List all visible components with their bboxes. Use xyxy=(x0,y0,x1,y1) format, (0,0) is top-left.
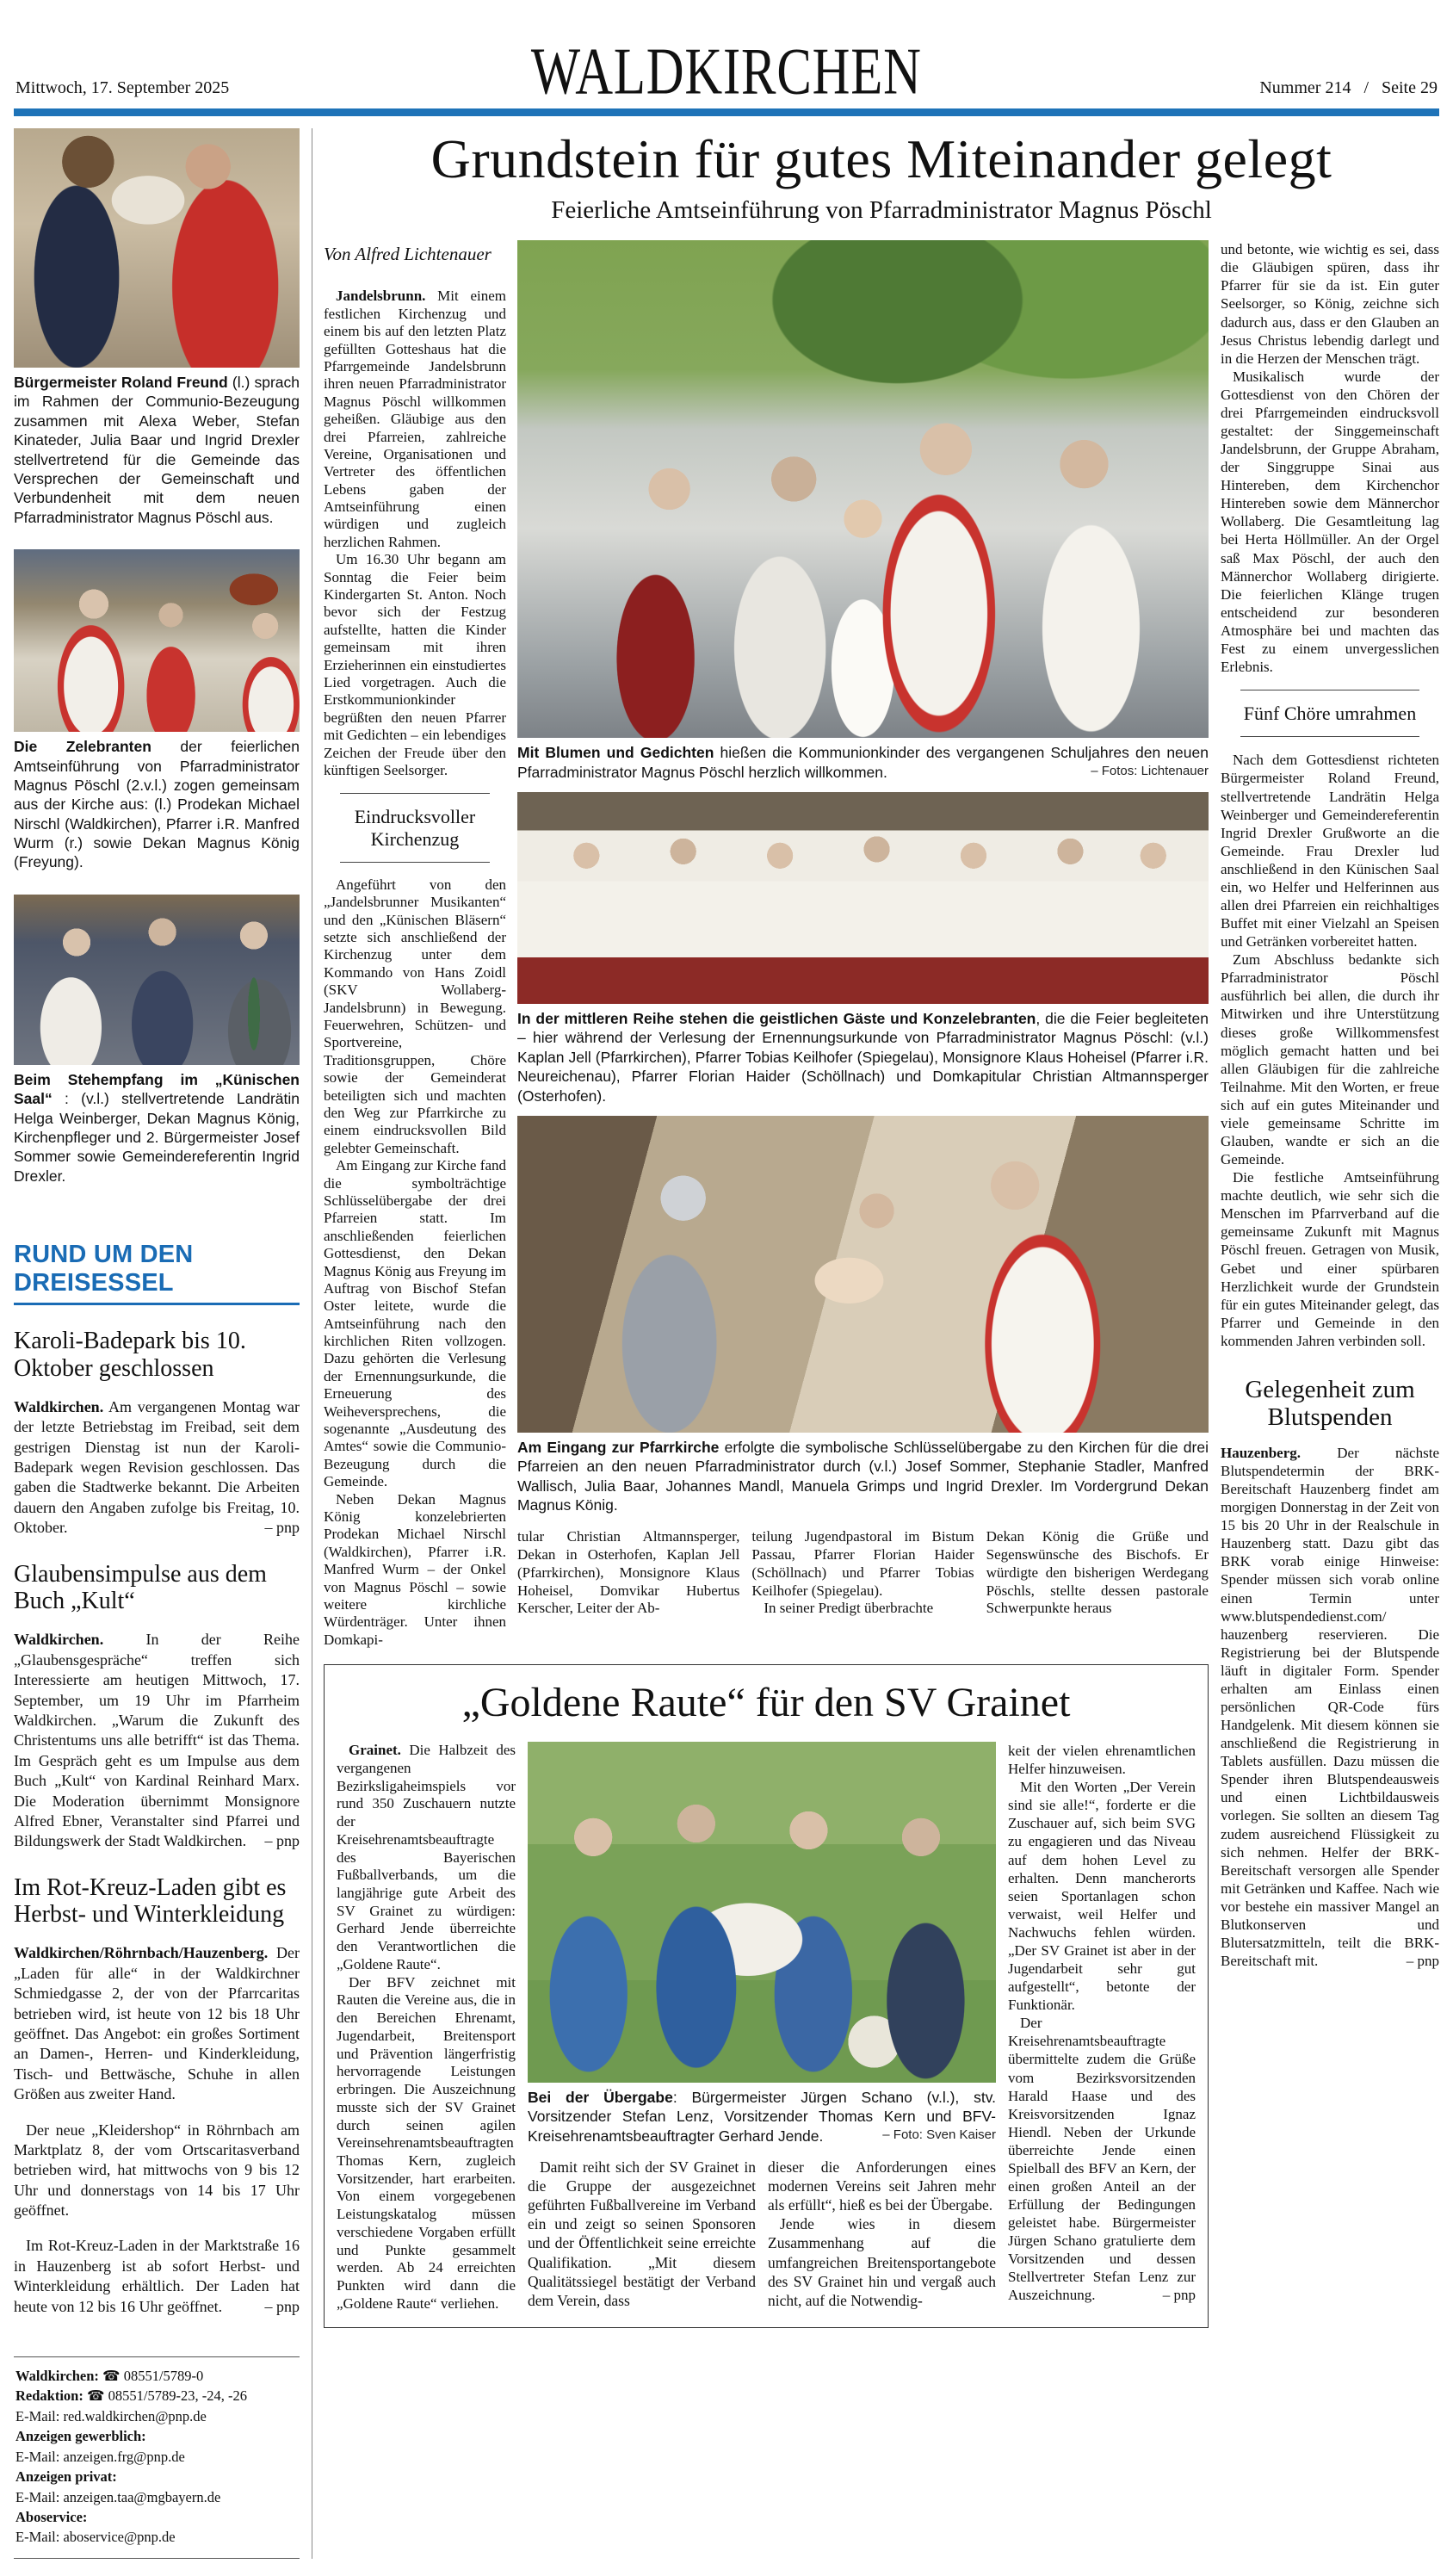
grainet-paragraph xyxy=(1008,2014,1196,2304)
caption-text: (l.) sprach im Rahmen der Communio-Bezeugung zusammen mit Alexa Weber, Stefan Kinateder, Julia Baar und Ingrid Drexler stellvertretend für die Gemeinde das Versprechen der Gemeinschaft und Verbundenheit mit dem neuen Pfarradministrator Magnus Pöschl aus. xyxy=(14,374,300,526)
photo-schluesseluebergabe xyxy=(517,1116,1209,1433)
caption-text: : (v.l.) stellvertretende Landrätin Helga Weinberger, Dekan Magnus König, Kirchenpfleger und 2. Bürgermeister Josef Sommer sowie Gemeindereferentin Ingrid Drexler. xyxy=(14,1090,300,1185)
news3-signature: – pnp xyxy=(264,2297,300,2315)
grainet-paragraph xyxy=(528,2158,756,2309)
grainet-signature: – pnp xyxy=(1162,2287,1196,2304)
paragraph-text: Jende wies in diesem Zusammenhang auf die umfangreichen Breitensportangebote des SV Grainet hin und vergaß auch nicht, auf die Notwendig- xyxy=(768,2215,996,2309)
caption-lead: Die Zelebranten xyxy=(14,738,151,756)
caption-lead: Bürgermeister Roland Freund xyxy=(14,374,228,391)
right-column xyxy=(1221,240,1439,2327)
dateline: Grainet. xyxy=(349,1742,401,1759)
photo-credit: – Fotos: Lichtenauer xyxy=(1091,763,1209,778)
news1-body xyxy=(14,1397,300,1539)
grainet-headline: „Goldene Raute“ für den SV Grainet xyxy=(461,1680,1071,1726)
news2-location: Waldkirchen. xyxy=(14,1631,104,1649)
photo-credit: – Foto: Sven Kaiser xyxy=(882,2127,996,2142)
contact-line xyxy=(15,2487,298,2507)
article-byline: Von Alfred Lichtenauer xyxy=(324,244,492,265)
continuation-columns xyxy=(517,1528,1209,1618)
contact-line xyxy=(15,2386,298,2406)
dateline: Jandelsbrunn. xyxy=(336,288,426,305)
article-paragraph: Angeführt von den „Jandelsbrunner Musikanten“ und den „Künischen Bläsern“ setzte sich anschließend der Kirchenzug unter dem Kommando von Hans Zoidl (SKV Wollaberg-Jandelsbrunn) in Bewegung. Feuerwehren, Schützen- und Sportvereine, Traditionsgruppen, Chöre sowie der Gemeinderat beteiligten sich und machten den Weg zur Pfarrkirche zu einem eindrucksvollen Bild gelebter Gemeinschaft. xyxy=(324,876,506,1156)
contact-email: E-Mail: anzeigen.frg@pnp.de xyxy=(15,2448,185,2465)
article-paragraph: Um 16.30 Uhr begann am Sonntag die Feier beim Kindergarten St. Anton. Noch bevor sich der Festzug aufstellte, hatten die Kinder gemeinsam mit ihren Erzieherinnen ein einstudiertes Lied vorgetragen. Auch die Erstkommunionkinder begrüßten den neuen Pfarrer mit Gedichten – ein lebendiges Zeichen der Freude über den künftigen Seelsorger. xyxy=(324,551,506,778)
news2-signature: – pnp xyxy=(264,1832,300,1850)
story-row xyxy=(324,240,1209,1649)
contact-label: Waldkirchen: xyxy=(15,2368,103,2385)
news3-body-p3 xyxy=(14,2236,300,2317)
news1-signature: – pnp xyxy=(264,1519,300,1537)
rail-photo-block-2 xyxy=(14,549,300,872)
rail-caption-3 xyxy=(14,1070,300,1186)
main-left xyxy=(324,240,1209,2327)
contact-label: Redaktion: xyxy=(15,2387,87,2405)
news3-title: Im Rot-Kreuz-Laden gibt es Herbst- und Winterkleidung xyxy=(14,1873,287,1929)
caption-text: erfolgte die symbolische Schlüsselübergabe zu den Kirchen für die drei Pfarreien an den neuen Pfarradministrator durch (v.l.) Josef Sommer, Stephanie Stadler, Manfred Wallisch, Julia Baar, Johannes Mandl, Manuela Grimps und Ingrid Drexler. Im Vordergrund Dekan Magnus König. xyxy=(517,1438,1209,1514)
photo-konzelebranten xyxy=(517,792,1209,1004)
main-area xyxy=(312,128,1439,2559)
paragraph-text: Mit den Worten „Der Verein sind sie alle!“, forderte er die Zuschauer auf, sich beim SVG zu engagieren und das Niveau auf dem hohen Level zu erhalten. Denn mancherorts seien Sportanlagen schon verwaist, weil Helfer und Nachwuchs fehlen würden. „Der SV Grainet ist aber in der Jugendarbeit sehr gut aufgestellt“, betonte der Funktionär. xyxy=(1008,1779,1196,2014)
news1-title: Karoli-Badepark bis 10. Oktober geschlossen xyxy=(14,1328,246,1382)
news3-text-1: Der „Laden für alle“ in der Waldkirchner Schmiedgasse 2, der von der Pfarrcaritas betrieben wird, ist heute von 12 bis 18 Uhr geöffnet. Das Angebot: ein großes Sortiment an Damen-, Herren- und Kinderkleidung, Tisch- und Bettwäsche, Schuhe in allen Größen aus zweiter Hand. xyxy=(14,1944,300,2103)
rail-photo-block-1 xyxy=(14,128,300,527)
continuation-column-b xyxy=(751,1528,974,1618)
paragraph-text: Musikalisch wurde der Gottesdienst von den Chören der drei Pfarrgemeinden eindrucksvoll gestaltet: der Singgemeinschaft Jandelsbrunn, der Gruppe Abraham, der Singgruppe Sinai aus Hintereben, dem Kirchenchor Hintereben sowie dem Männerchor Wollaberg. Die Gesamtleitung lag bei Herta Höllmüller. An der Orgel saß Max Pöschl, der auch den Männerchor Wollaberg dirigierte. Die feierlichen Klänge trugen entscheidend zur besonderen Atmosphäre bei und machten das Fest zu einem unvergesslichen Erlebnis. xyxy=(1221,368,1439,675)
caption-block-1 xyxy=(517,743,1209,782)
paragraph-text: Der nächste Blutspendetermin der BRK-Bereitschaft Hauzenberg findet am morgigen Donnerstag in der Zeit von 15 bis 20 Uhr in der Realschule in Hauzenberg statt. Dazu gibt das BRK vorab einige Hinweise: Spender müssen sich vorab online einen Termin unter www.blutspendedienst.com/ hauzenberg reservieren. Die Registrierung bei der Blutspende läuft in digitaler Form. Spender erhalten am Einlass einen persönlichen QR-Code fürs Handgelenk. Mit diesem können sie anschließend die Registrierung in Tablets ausfüllen. Dazu müssen die Spender ihren Blutspendeausweis und einen Lichtbildausweis vorlegen. Sie sollten an diesem Tag zudem ausreichend Flüssigkeit zu sich nehmen. Helfer der BRK-Bereitschaft versorgen alle Spender mit Getränken und Kaffee. Nach wie vor bestehe ein massiver Mangel an Blutkonserven und Blutersatzmitteln, teilt die BRK-Bereitschaft mit. xyxy=(1221,1444,1439,1970)
news3-body-p1 xyxy=(14,1943,300,2104)
grainet-paragraph xyxy=(337,1742,516,1974)
continuation-column-a xyxy=(517,1528,739,1618)
rail-photo-block-3 xyxy=(14,895,300,1186)
contact-line xyxy=(15,2447,298,2467)
news2-body xyxy=(14,1630,300,1851)
contact-box xyxy=(14,2356,300,2559)
grainet-caption xyxy=(528,2088,996,2146)
news3-text-3: Im Rot-Kreuz-Laden in der Marktstraße 16 in Hauzenberg ist ab sofort Herbst- und Winterkleidung erhältlich. Der Laden hat heute von 12 bis 16 Uhr geöffnet. xyxy=(14,2237,300,2315)
photo-stehempfang xyxy=(14,895,300,1065)
blutspenden-body xyxy=(1221,1444,1439,1970)
paragraph-text: In seiner Predigt überbrachte xyxy=(764,1600,934,1617)
paragraph-text: dieser die Anforderungen eines modernen Vereins seit Jahren mehr als erfüllt“, hieß es bei der Übergabe. xyxy=(768,2158,996,2214)
main-caption-2 xyxy=(517,1009,1209,1105)
article-column-1 xyxy=(324,240,506,1649)
contact-label: Anzeigen privat: xyxy=(15,2468,117,2486)
caption-lead: In der mittleren Reihe stehen die geistlichen Gäste und Konzelebranten xyxy=(517,1009,1036,1027)
paragraph-text: Die Halbzeit des vergangenen Bezirksligaheimspiels vor rund 350 Zuschauern nutzte der Kreisehrenamtsbeauftragte des Bayerischen Fußballverbands, um die langjährige gute Arbeit des SV Grainet zu würdigen: Gerhard Jende überreichte den Verantwortlichen die „Goldene Raute“. xyxy=(337,1742,516,1972)
caption-text: , die die Feier begleiteten – hier während der Verlesung der Ernennungsurkunde von Pfarradministrator Magnus Pöschl: (v.l.) Kaplan Jell (Pfarrkirchen), Pfarrer Tobias Keilhofer (Spiegelau), Monsignore Klaus Hoheisel (Pfarrer i.R. Neureichenau), Pfarrer Florian Haider (Schöllnach) und Domkapitular Christian Altmannsperger (Osterhofen). xyxy=(517,1009,1209,1105)
grainet-sub-column-b xyxy=(768,2158,996,2309)
contact-label: Aboservice: xyxy=(15,2508,88,2525)
contact-line xyxy=(15,2366,298,2386)
caption-text: der feierlichen Amtseinführung von Pfarradministrator Magnus Pöschl (2.v.l.) zogen gemeinsam aus der Kirche aus: (l.) Prodekan Michael Nirschl (Waldkirchen), Pfarrer i.R. Manfred Wurm (r.) sowie Dekan Magnus König (Freyung). xyxy=(14,738,300,871)
caption-block-3 xyxy=(517,1438,1209,1515)
crosshead-kirchenzug: Eindrucksvoller Kirchenzug xyxy=(340,793,490,863)
page-content xyxy=(14,128,1439,2559)
photo-goldene-raute-uebergabe xyxy=(528,1742,996,2083)
grainet-sub-columns xyxy=(528,2158,996,2309)
paragraph-text: Damit reiht sich der SV Grainet in die Gruppe der ausgezeichnet geführten Fußballvereine im Verband ein und zeigt so seinen Sponsoren und der Öffentlichkeit seine erreichte Qualifikation. „Mit diesem Qualitätssiegel bestätigt der Verband dem Verein, dass xyxy=(528,2158,756,2309)
caption-lead: Am Eingang zur Pfarrkirche xyxy=(517,1438,720,1456)
contact-email: E-Mail: red.waldkirchen@pnp.de xyxy=(15,2407,207,2424)
contact-email: E-Mail: aboservice@pnp.de xyxy=(15,2529,176,2546)
contact-email: E-Mail: anzeigen.taa@mgbayern.de xyxy=(15,2488,221,2505)
grainet-right-column xyxy=(1008,1742,1196,2313)
paragraph-text: Der Kreisehrenamtsbeauftragte übermittelte zudem die Grüße vom Bezirksvorsitzenden Harald Haase und des Kreisvorsitzenden Ignaz Hiendl. Neben der Urkunde überreichte Jende einen Spielball des BFV an Kern, der einen großen Anteil an der Erfüllung der Bedingungen geleistet habe. Bürgermeister Jürgen Schano gratulierte dem Vorsitzenden und dessen Stellvertreter Stefan Lenz zur Auszeichnung. xyxy=(1008,2015,1196,2304)
paragraph-text: tular Christian Altmannsperger, Dekan in Osterhofen, Kaplan Jell (Pfarrkirchen), Monsignore Klaus Hoheisel, Domvikar Hubertus Kerscher, Leiter der Ab- xyxy=(517,1528,740,1617)
caption-text: : Bürgermeister Jürgen Schano (v.l.), stv. Vorsitzender Stefan Lenz, Vorsitzender Thomas Kern und BFV-Kreisehrenamtsbeauftragter Gerhard Jende. xyxy=(528,2089,997,2145)
article-subhead: Feierliche Amtseinführung von Pfarradministrator Magnus Pöschl xyxy=(551,196,1212,225)
contact-line xyxy=(15,2507,298,2527)
photo-kommunionkinder xyxy=(517,240,1209,738)
section-header-dreisessel: RUND UM DEN DREISESSEL xyxy=(14,1241,300,1305)
photo-communio-handshake xyxy=(14,128,300,368)
masthead-title: WALDKIRCHEN xyxy=(531,34,922,109)
rail-caption-1 xyxy=(14,373,300,527)
masthead-rule xyxy=(14,108,1439,116)
contact-line xyxy=(15,2426,298,2446)
grainet-body xyxy=(337,1742,1196,2313)
article-paragraph: Neben Dekan Magnus König konzelebrierten Prodekan Michael Nirschl (Waldkirchen), Pfarrer i.R. Manfred Wurm – der Onkel von Magnus Pöschl – sowie weitere kirchliche Würdenträger. Unter ihnen Domkapi- xyxy=(324,1490,506,1648)
masthead xyxy=(14,9,1439,109)
news3-body-p2: Der neue „Kleidershop“ in Röhrnbach am Marktplatz 8, der vom Ortscaritasverband betrieben wird, hat mittwochs von 9 bis 12 Uhr und donnerstags von 14 bis 17 Uhr geöffnet. xyxy=(14,2121,300,2220)
caption-block-2 xyxy=(517,1009,1209,1105)
paragraph-text: Dekan König die Grüße und Segenswünsche des Bischofs. Er würdigte den bisherigen Werdegang Pöschls, stellte dessen pastorale Schwerpunkte heraus xyxy=(986,1528,1209,1617)
grainet-photo-column xyxy=(528,1742,996,2313)
article-paragraph: Am Eingang zur Kirche fand die symbolträchtige Schlüsselübergabe der drei Pfarreien statt. Im anschließenden feierlichen Gottesdienst, den Dekan Magnus König aus Freyung im Auftrag von Bischof Stefan Oster leitete, wurde die Amtseinführung nach den kirchlichen Riten vollzogen. Dazu gehörten die Verlesung der Ernennungsurkunde, die Erneuerung des Weiheversprechens, die sogenannte „Ausdeutung des Amtes“ sowie die Communio-Bezeugung durch die Gemeinde. xyxy=(324,1157,506,1490)
contact-value: ☎ 08551/5789-23, -24, -26 xyxy=(86,2387,247,2405)
paragraph-text: Zum Abschluss bedankte sich Pfarradministrator Pöschl ausführlich bei allen, die durch ihr Mitwirken und ihre Unterstützung dieses große Willkommensfest möglich gemacht hatten und bei allen Gläubigen für die zahlreiche Teilnahme. Mit den Worten, er freue sich auf ein gutes Miteinander und viele gemeinsame Schritte im Glauben, wandte er sich an die Gemeinde. xyxy=(1221,951,1439,1168)
paragraph-text: und betonte, wie wichtig es sei, dass die Gläubigen spüren, dass ihr Pfarrer für sie da ist. Ein guter Seelsorger, so König, zeichne sich dadurch aus, dass er den Glauben an Jesus Christus lebendig darlegt und in die Herzen der Menschen trägt. xyxy=(1221,241,1439,367)
contact-line xyxy=(15,2527,298,2547)
main-caption-3 xyxy=(517,1438,1209,1515)
issue-separator: / xyxy=(1363,78,1369,97)
issue-info xyxy=(1259,78,1438,98)
news2-text: In der Reihe „Glaubensgespräche“ treffen sich Interessierte am heutigen Mittwoch, 17. September, um 19 Uhr im Pfarrheim Waldkirchen. „Warum die Zukunft des Christentums uns alle betrifft“ ist das Thema. Im Gespräch geht es um Impulse aus dem Buch „Kult“ von Kardinal Reinhard Marx. Die Moderation übernimmt Monsignore Alfred Ebner, Veranstalter sind Pfarrei und Bildungswerk der Stadt Waldkirchen. xyxy=(14,1631,300,1850)
paragraph-text: keit der vielen ehrenamtlichen Helfer hinzuweisen. xyxy=(1008,1743,1196,1778)
rail-caption-2 xyxy=(14,737,300,872)
article-paragraph xyxy=(324,288,506,551)
grainet-paragraph: Der BFV zeichnet mit Rauten die Vereine aus, die in den Bereichen Ehrenamt, Jugendarbeit, Breitensport und Prävention längerfristig hervorragende Leistungen erbringen. Die Auszeichnung musste sich der SV Grainet durch seinen agilen Vereinsehrenamtsbeauftragten Thomas Kern, zugleich Vorsitzender, hart erarbeiten. Von einem vorgegebenen Leistungskatalog müssen verschiedene Vorgaben erfüllt und Punkte gesammelt werden. Ab 24 erreichten Punkten wird dann die „Goldene Raute“ verliehen. xyxy=(337,1973,516,2312)
masthead-title-wrap xyxy=(14,34,1439,109)
article-headline: Grundstein für gutes Miteinander gelegt xyxy=(430,128,1332,189)
grainet-sub-column-a xyxy=(528,2158,756,2309)
paragraph-text: teilung Jugendpastoral im Bistum Passau, Pfarrer Florian Haider (Schöllnach) und Pfarrer Tobias Keilhofer (Spiegelau). xyxy=(751,1528,974,1599)
paragraph-text: Die festliche Amtseinführung machte deutlich, wie sehr sich die Menschen im Pfarrverband auf die gemeinsame Zukunft mit Magnus Pöschl freuen. Getragen von Musik, Gebet und einer spürbaren Herzlichkeit wurde der Grundstein für ein gutes Miteinander gelegt, das Pfarrer und Gemeinde in den kommenden Jahren verbinden soll. xyxy=(1221,1169,1439,1349)
blutspenden-signature: – pnp xyxy=(1406,1953,1439,1970)
main-caption-1 xyxy=(517,743,1209,782)
paragraph-text: Nach dem Gottesdienst richteten Bürgermeister Roland Freund, stellvertretende Landrätin Helga Weinberger und Gemeindereferentin Ingrid Drexler Grußworte an die Gemeinde. Frau Drexler lud anschließend in den Künischen Saal ein, wo Helfer und Helferinnen aus allen drei Pfarreien ein reichhaltiges Buffet mit einer Vielzahl an Speisen und Getränken vorbereitet hatten. xyxy=(1221,752,1439,951)
continuation-column-c xyxy=(986,1528,1209,1618)
photo-zelebranten xyxy=(14,549,300,732)
contact-label: Anzeigen gewerblich: xyxy=(15,2428,146,2445)
issue-date: Mittwoch, 17. September 2025 xyxy=(15,78,230,97)
grainet-column-1 xyxy=(337,1742,516,2313)
caption-lead: Mit Blumen und Gedichten xyxy=(517,744,714,762)
contact-line xyxy=(15,2406,298,2426)
left-rail xyxy=(14,128,312,2559)
news1-location: Waldkirchen. xyxy=(14,1397,104,1415)
news2-title: Glaubensimpulse aus dem Buch „Kult“ xyxy=(14,1560,267,1615)
news1-text: Am vergangenen Montag war der letzte Betriebstag im Freibad, seit dem gestrigen Dienstag ist nun der Karoli-Badepark wegen Revision geschlossen. Das gaben die Stadtwerke bekannt. Die Arbeiten dauern den Angaben zufolge bis Freitag, 10. Oktober. xyxy=(14,1397,300,1537)
issue-number: Nummer 214 xyxy=(1259,78,1351,97)
grainet-article-box xyxy=(324,1664,1209,2328)
caption-lead: Beim Stehempfang im „Künischen Saal“ xyxy=(14,1070,300,1108)
crosshead-fuenf-choere: Fünf Chöre umrahmen xyxy=(1240,690,1419,737)
dateline: Hauzenberg. xyxy=(1221,1444,1302,1461)
paragraph-text: Mit einem festlichen Kirchenzug und einem bis auf den letzten Platz gefüllten Gotteshaus hat die Pfarrgemeinde Jandelsbrunn ihren neuen Pfarradministrator Magnus Pöschl willkommen geheißen. Gläubige aus den drei Pfarreien, zahlreiche Vereine, Organisationen und Vertreter des öffentlichen Lebens gaben der Amtseinführung einen würdigen und zugleich herzlichen Rahmen. xyxy=(324,288,506,550)
contact-line xyxy=(15,2467,298,2486)
caption-text: hießen die Kommunionkinder des vergangenen Schuljahres den neuen Pfarradministrator Magnus Pöschl herzlich willkommen. xyxy=(517,744,1209,781)
blutspenden-title: Gelegenheit zum Blutspenden xyxy=(1245,1375,1415,1432)
news3-location: Waldkirchen/Röhrnbach/Hauzenberg. xyxy=(14,1944,269,1962)
main-body xyxy=(324,240,1439,2327)
contact-value: ☎ 08551/5789-0 xyxy=(102,2368,204,2385)
page-number: Seite 29 xyxy=(1382,78,1438,97)
caption-lead: Bei der Übergabe xyxy=(528,2089,673,2107)
photo-stack xyxy=(517,240,1209,1649)
